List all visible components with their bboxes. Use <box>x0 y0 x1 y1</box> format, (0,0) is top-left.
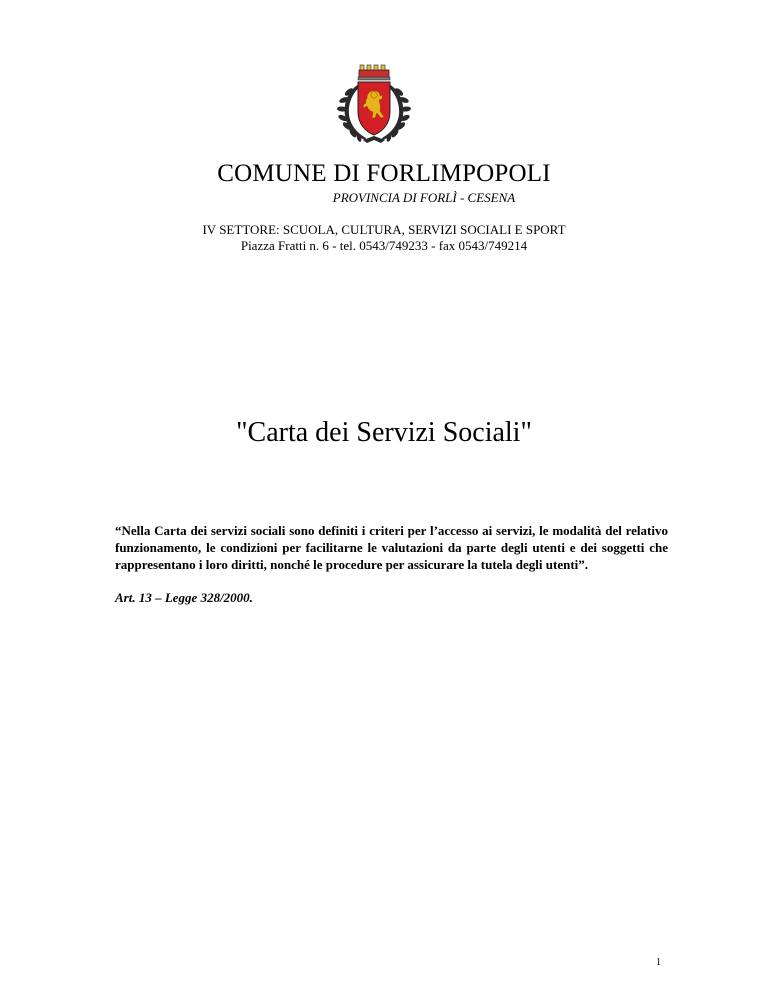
coat-of-arms-icon <box>329 62 419 146</box>
document-title: "Carta dei Servizi Sociali" <box>236 417 532 448</box>
law-quote: “Nella Carta dei servizi sociali sono definiti i criteri per l’accesso ai servizi, le modalità del relativo funzionamento, le condizioni per facilitarne le valutazioni da parte degli utenti e dei soggetti che rappresentano i loro diritti, nonché le procedure per assicurare la tutela degli utenti”. <box>115 523 668 572</box>
shield-icon <box>358 82 390 135</box>
page-number: 1 <box>656 957 661 968</box>
address-contact-line: Piazza Fratti n. 6 - tel. 0543/749233 - fax 0543/749214 <box>240 238 528 253</box>
crown-icon <box>358 65 390 80</box>
department-name: IV SETTORE: SCUOLA, CULTURA, SERVIZI SOCIALI E SPORT <box>202 222 566 237</box>
municipality-name: COMUNE DI FORLIMPOPOLI <box>217 160 551 187</box>
law-citation: Art. 13 – Legge 328/2000. <box>115 590 253 605</box>
province-name: PROVINCIA DI FORLÌ - CESENA <box>332 190 516 205</box>
